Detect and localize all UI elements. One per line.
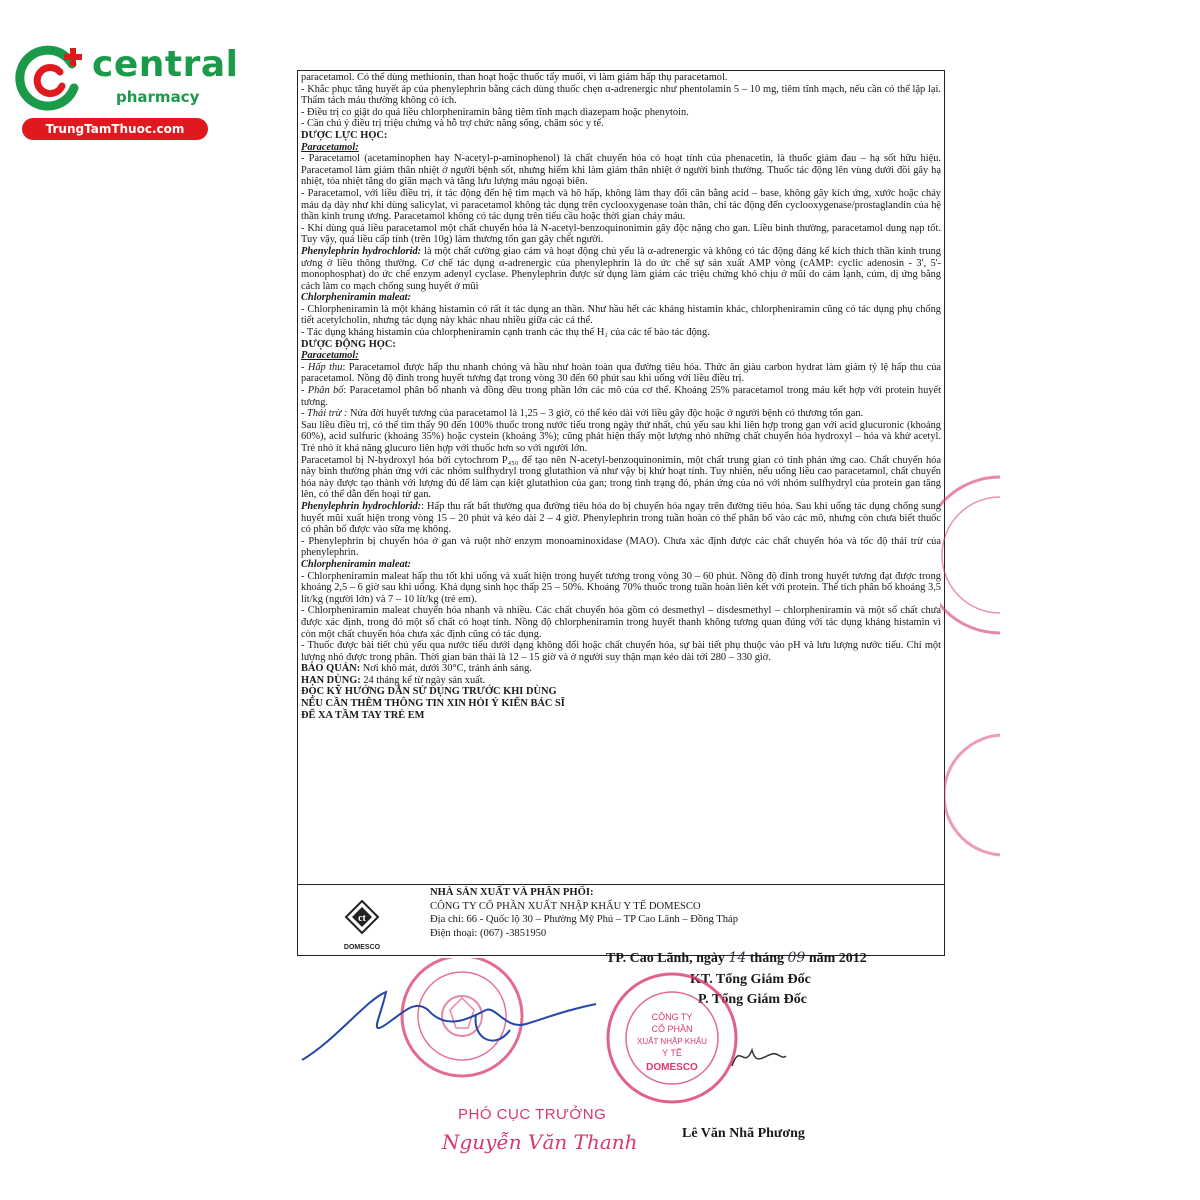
label-distribution: - Phân bố — [301, 385, 344, 397]
date-month-label: tháng — [749, 951, 784, 966]
paragraph: Sau liều điều trị, có thể tìm thấy 90 đến 100% thuốc trong nước tiểu trong ngày thứ nhất, chủ yếu sau khi liên hợp trong gan với acid glucuronic (khoảng 60%), acid sulfuric (khoảng 35%) hoặc cystein (khoảng 3%); cũng phát hiện thấy một lượng nhỏ những chất chuyển hóa hydroxyl – hóa và khử acetyl. Trẻ nhỏ ít khả năng glucuro liên hợp với thuốc hơn so với người lớn. — [301, 419, 941, 454]
paragraph-absorption — [301, 362, 941, 385]
subheading-paracetamol-pk: Paracetamol: — [301, 350, 359, 362]
svg-text:XUẤT NHẬP KHẨU: XUẤT NHẬP KHẨU — [637, 1037, 707, 1046]
central-pharmacy-logo — [8, 34, 238, 144]
manufacturer-box — [298, 884, 944, 955]
brand-sub: pharmacy — [116, 88, 200, 106]
paragraph: - Chlorpheniramin maleat chuyển hóa nhanh và nhiều. Các chất chuyển hóa gồm có desmethyl – disdesmethyl – chlorpheniramin và một số chất chưa được xác định, trong đó một số chất có hoạt tính. Nồng độ chlorpheniramin trong huyết thanh không tương quan đúng với tác dụng kháng histamin vì còn một chất chuyển hóa chưa xác định cũng có tác dụng. — [301, 605, 941, 640]
subheading-phenylephrin: Phenylephrin hydrochlorid: — [301, 245, 422, 257]
paragraph: - Paracetamol (acetaminophen hay N-acetyl-p-aminophenol) là chất chuyển hóa có hoạt tính của phenacetin, là thuốc giảm đau – hạ sốt hữu hiệu. Paracetamol làm giảm thân nhiệt ở người bệnh sốt, nhưng hiếm khi làm giảm thân nhiệt ở người bình thường. Thuốc tác động lên vùng dưới đồi gây hạ nhiệt, tỏa nhiệt tăng do giãn mạch và tăng lưu lượng máu ngoại biên. — [301, 153, 941, 188]
section-title-pharmacodynamics: DƯỢC LỰC HỌC: — [301, 129, 388, 141]
storage-text: Nơi khô mát, dưới 30°C, tránh ánh sáng. — [360, 663, 532, 675]
storage-label: BẢO QUẢN: — [301, 663, 361, 675]
official-title: PHÓ CỤC TRƯỞNG — [458, 1106, 607, 1123]
role-line-2: P. Tổng Giám Đốc — [698, 992, 807, 1007]
central-logo-icon — [14, 42, 86, 114]
storage — [301, 663, 941, 675]
manufacturer-company: CÔNG TY CỔ PHẦN XUẤT NHẬP KHẨU Y TẾ DOMESCO — [430, 900, 701, 912]
manufacturer-address: Địa chỉ: 66 - Quốc lộ 30 – Phường Mỹ Phú – TP Cao Lãnh – Đồng Tháp — [430, 914, 739, 926]
text-line: paracetamol. Có thể dùng methionin, than hoạt hoặc thuốc tẩy muối, vì làm giảm hấp thụ paracetamol. — [301, 72, 728, 83]
brand-name: central — [92, 44, 239, 85]
svg-text:CÔNG TY: CÔNG TY — [651, 1012, 693, 1022]
paragraph: - Khi dùng quá liều paracetamol một chất chuyển hóa là N-acetyl-benzoquinonimin gây độc nặng cho gan. Liều bình thường, paracetamol dung nạp tốt. Tuy vậy, quá liều cấp tính (trên 10g) làm thương tổn gan gây chết người. — [301, 222, 941, 246]
warning-line: ĐỂ XA TẦM TAY TRẺ EM — [301, 709, 425, 721]
expiry — [301, 675, 941, 687]
signer-name: Lê Văn Nhã Phương — [682, 1126, 805, 1141]
domesco-logo-icon — [338, 899, 386, 953]
manufacturer-phone: Điện thoại: (067) -3851950 — [430, 927, 547, 939]
label-absorption: - Hấp thu — [301, 361, 343, 373]
signer-signature — [728, 1036, 788, 1076]
paragraph: - Paracetamol, với liều điều trị, ít tác động đến hệ tim mạch và hô hấp, không làm thay đổi cân bằng acid – base, không gây kích ứng, xước hoặc chảy máu dạ dày như khi dùng salicylat, vì paracetamol không tác dụng trên cyclooxygenase toàn thân, chỉ tác động đến cyclooxygenase/prostaglandin của hệ thần kinh trung ương. Paracetamol không có tác dụng trên tiểu cầu hoặc thời gian chảy máu. — [301, 187, 941, 223]
role-line-1: KT. Tổng Giám Đốc — [690, 972, 811, 987]
paragraph-text: là một chất cường giao cảm và hoạt động chủ yếu là α-adrenergic và không có tác động đáng kể kích thích thần kinh trung ương ở liều thông thường. Cơ chế tác dụng α-adrenergic của phenylephrin là do ức chế sự sản xuất AMP vòng (cAMP: cyclic adenosin - 3', 5'-monophosphat) do ức chế enzym adenyl cyclase. Phenylephrin được sử dụng làm giảm các triệu chứng khó chịu ở mũi do cảm lạnh, cúm, dị ứng bằng cách làm co mạch chống sung huyết ở mũi — [301, 245, 941, 292]
svg-text:CỔ PHẦN: CỔ PHẦN — [651, 1024, 693, 1034]
paragraph-text: : Hấp thu rất bất thường qua đường tiêu hóa do bị chuyển hóa ngay trên đường tiêu hóa. Sau khi uống tác dụng chống sung huyết mũi xuất hiện trong vòng 15 – 20 phút và kéo dài 2 – 4 giờ. Phenylephrin trong tuần hoàn có thể phân bố vào các mô, nhưng còn chưa biết thuốc có phân bố được vào sữa mẹ không. — [301, 500, 941, 536]
paragraph: - Thuốc được bài tiết chủ yếu qua nước tiểu dưới dạng không đổi hoặc chất chuyển hóa, sự bài tiết phụ thuộc vào pH và lưu lượng nước tiểu. Chỉ một lượng nhỏ được trong phân. Thời gian bán thải là 12 – 15 giờ và ở người suy thận mạn kéo dài tới 280 – 330 giờ. — [301, 640, 941, 663]
paragraph-text: : Paracetamol được hấp thu nhanh chóng và hầu như hoàn toàn qua đường tiêu hóa. Thức ăn giàu carbon hydrat làm giảm tỷ lệ hấp thu của paracetamol. Nồng độ đỉnh trong huyết tương đạt trong vòng 30 đến 60 phút sau khi uống với liều điều trị. — [301, 361, 942, 385]
subheading-phenylephrin-pk: Phenylephrin hydrochlorid: — [301, 500, 422, 512]
date-day: 14 — [728, 950, 747, 966]
label-elimination: - Thải trừ : — [301, 408, 348, 420]
edge-stamp-lower — [944, 730, 1000, 860]
text-line: - Cần chú ý điều trị triệu chứng và hỗ trợ chức năng sống, chăm sóc y tế. — [301, 118, 604, 130]
subheading-paracetamol: Paracetamol: — [301, 141, 359, 153]
text-line: - Điều trị co giật do quá liều chlorpheniramin bằng tiêm tĩnh mạch diazepam hoặc phenytoin. — [301, 106, 689, 118]
paragraph: Paracetamol bị N-hydroxyl hóa bởi cytochrom P₄₅₀ để tạo nên N-acetyl-benzoquinonimin, một chất trung gian có tính phản ứng cao. Chất chuyển hóa này bình thường phản ứng với các nhóm sulfhydryl trong glutathion và như vậy bị khử hoạt tính. Tuy nhiên, nếu uống liều cao paracetamol, chất chuyển hóa này được tạo thành với lượng đủ để làm cạn kiệt glutathion của gan; trong tình trạng đó, phản ứng của nó với nhóm sulfhydryl của protein gan tăng lên, có thể dẫn đến hoại tử gan. — [301, 454, 941, 501]
svg-text:DOMESCO: DOMESCO — [646, 1062, 698, 1073]
edge-stamp — [940, 470, 1000, 640]
subheading-chlorpheniramin: Chlorpheniramin maleat: — [301, 292, 411, 304]
manufacturer-info — [430, 886, 738, 940]
warning-line: NẾU CẦN THÊM THÔNG TIN XIN HỎI Ý KIẾN BÁC SĨ — [301, 698, 565, 710]
document-body — [301, 72, 941, 721]
official-name: Nguyễn Văn Thanh — [442, 1130, 638, 1154]
date-year: năm 2012 — [808, 951, 867, 966]
paragraph: - Tác dụng kháng histamin của chlorpheniramin cạnh tranh các thụ thể H₁ của các tế bào tác động. — [301, 327, 710, 339]
expiry-text: 24 tháng kể từ ngày sản xuất. — [360, 674, 486, 686]
paragraph-elimination — [301, 408, 941, 420]
paragraph: - Chlorpheniramin maleat hấp thu tốt khi uống và xuất hiện trong huyết tương trong vòng 30 – 60 phút. Nồng độ đỉnh trong huyết tương đạt được trong khoảng 2,5 – 6 giờ sau khi uống. Khả dụng sinh học thấp 25 – 50%. Khoảng 70% thuốc trong tuần hoàn liên kết với protein. Thể tích phân bố khoảng 3,5 lít/kg (người lớn) và 7 – 10 lít/kg (trẻ em). — [301, 570, 941, 605]
paragraph-text: Nửa đời huyết tương của paracetamol là 1,25 – 3 giờ, có thể kéo dài với liều gây độc hoặc ở người bệnh có thương tổn gan. — [347, 408, 864, 420]
manufacturer-heading: NHÀ SẢN XUẤT VÀ PHÂN PHỐI: — [430, 887, 594, 898]
paragraph: - Phenylephrin bị chuyển hóa ở gan và ruột nhờ enzym monoaminoxidase (MAO). Chưa xác định được các chất chuyển hóa và tốc độ thải trừ của phenylephrin. — [301, 535, 941, 559]
date-month: 09 — [787, 950, 806, 966]
brand-url: TrungTamThuoc.com — [22, 118, 208, 140]
svg-text:Y TẾ: Y TẾ — [662, 1048, 682, 1058]
paragraph-text: : Paracetamol phân bố nhanh và đồng đều trong phần lớn các mô của cơ thể. Khoảng 25% paracetamol trong máu kết hợp với protein huyết tương. — [301, 385, 941, 408]
date-prefix: TP. Cao Lãnh, ngày — [606, 951, 725, 966]
expiry-label: HẠN DÙNG: — [301, 674, 361, 686]
official-signature — [296, 980, 616, 1070]
date-line — [606, 950, 867, 967]
domesco-logo-text: DOMESCO — [343, 944, 381, 951]
paragraph-phenylephrin — [301, 246, 941, 292]
paragraph-distribution — [301, 385, 941, 408]
section-title-pharmacokinetics: DƯỢC ĐỘNG HỌC: — [301, 338, 396, 350]
domesco-logo-mark: ct — [358, 913, 366, 924]
paragraph-phenylephrin-pk — [301, 501, 941, 536]
text-line: - Khắc phục tăng huyết áp của phenylephrin bằng cách dùng thuốc chẹn α-adrenergic như phentolamin 5 – 10 mg, tiêm tĩnh mạch, nếu cần có thể lặp lại. Thẩm tách máu thường không có ích. — [301, 83, 941, 107]
paragraph: - Chlorpheniramin là một kháng histamin có rất ít tác dụng an thần. Như hầu hết các kháng histamin khác, chlorpheniramin cũng có tác dụng phụ chống tiết acetylcholin, nhưng tác dụng này khác nhau nhiều giữa các cá thể. — [301, 303, 941, 327]
warning-line: ĐỌC KỸ HƯỚNG DẪN SỬ DỤNG TRƯỚC KHI DÙNG — [301, 686, 557, 698]
subheading-chlorpheniramin-pk: Chlorpheniramin maleat: — [301, 558, 411, 570]
